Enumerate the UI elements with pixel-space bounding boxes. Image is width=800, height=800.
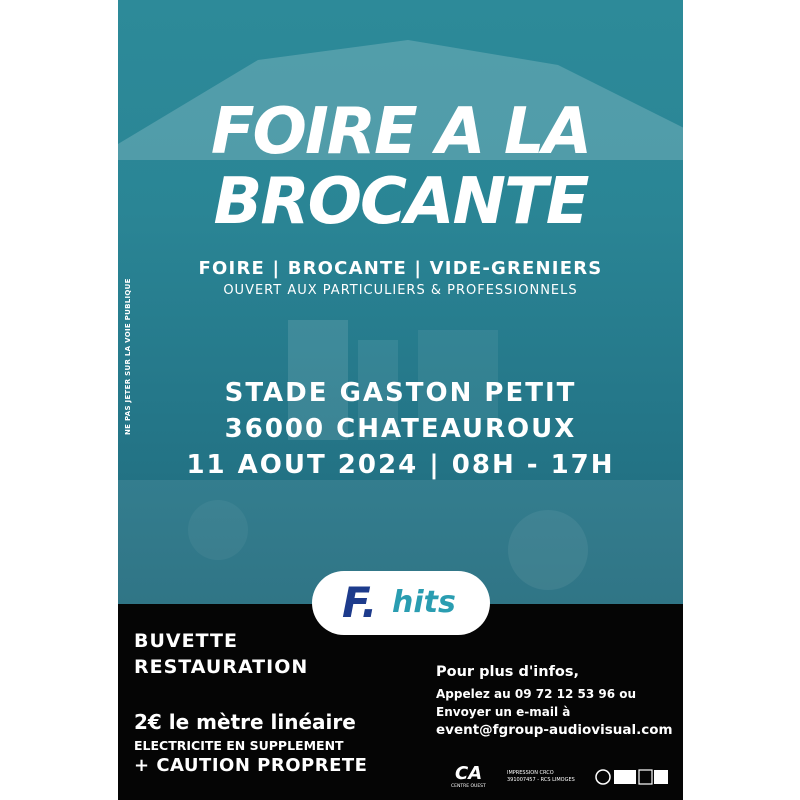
buvette-label: BUVETTE xyxy=(134,630,238,652)
contact-title: Pour plus d'infos, xyxy=(436,664,579,680)
bank-name: CENTRE OUEST xyxy=(451,784,486,789)
contact-email[interactable]: event@fgroup-audiovisual.com xyxy=(436,722,673,738)
side-notice-text: NE PAS JETER SUR LA VOIE PUBLIQUE xyxy=(124,278,132,435)
printer-line-1: IMPRESSION CRCO xyxy=(507,770,554,776)
logo-f-mark: F. xyxy=(342,578,378,627)
audience-note: OUVERT AUX PARTICULIERS & PROFESSIONNELS xyxy=(223,283,578,298)
contact-email-intro: Envoyer un e-mail à xyxy=(436,705,571,719)
side-notice xyxy=(124,278,136,435)
event-categories: FOIRE | BROCANTE | VIDE-GRENIERS xyxy=(198,258,603,279)
venue-name: STADE GASTON PETIT xyxy=(224,378,577,408)
price-label: 2€ le mètre linéaire xyxy=(134,710,356,734)
credit-agricole-logo xyxy=(451,763,487,793)
printer-info xyxy=(507,770,575,784)
event-poster xyxy=(118,0,683,800)
bank-mark: CA xyxy=(455,763,483,784)
printer-line-2: 391007457 - RCS LIMOGES xyxy=(507,777,575,783)
logo-hits-text: hits xyxy=(392,585,456,620)
contact-phone: Appelez au 09 72 12 53 96 ou xyxy=(436,687,637,701)
fhits-logo xyxy=(312,571,490,635)
electricity-note: ELECTRICITE EN SUPPLEMENT xyxy=(134,738,344,753)
venue-city: 36000 CHATEAUROUX xyxy=(224,414,577,444)
restauration-label: RESTAURATION xyxy=(134,656,309,678)
recycling-logo-icon xyxy=(594,768,670,786)
title-line-2: BROCANTE xyxy=(213,165,588,239)
event-date-time: 11 AOUT 2024 | 08H - 17H xyxy=(186,450,615,480)
poster-header-area xyxy=(118,0,683,604)
title-line-1: FOIRE A LA xyxy=(210,95,591,169)
caution-note: + CAUTION PROPRETE xyxy=(134,755,368,776)
